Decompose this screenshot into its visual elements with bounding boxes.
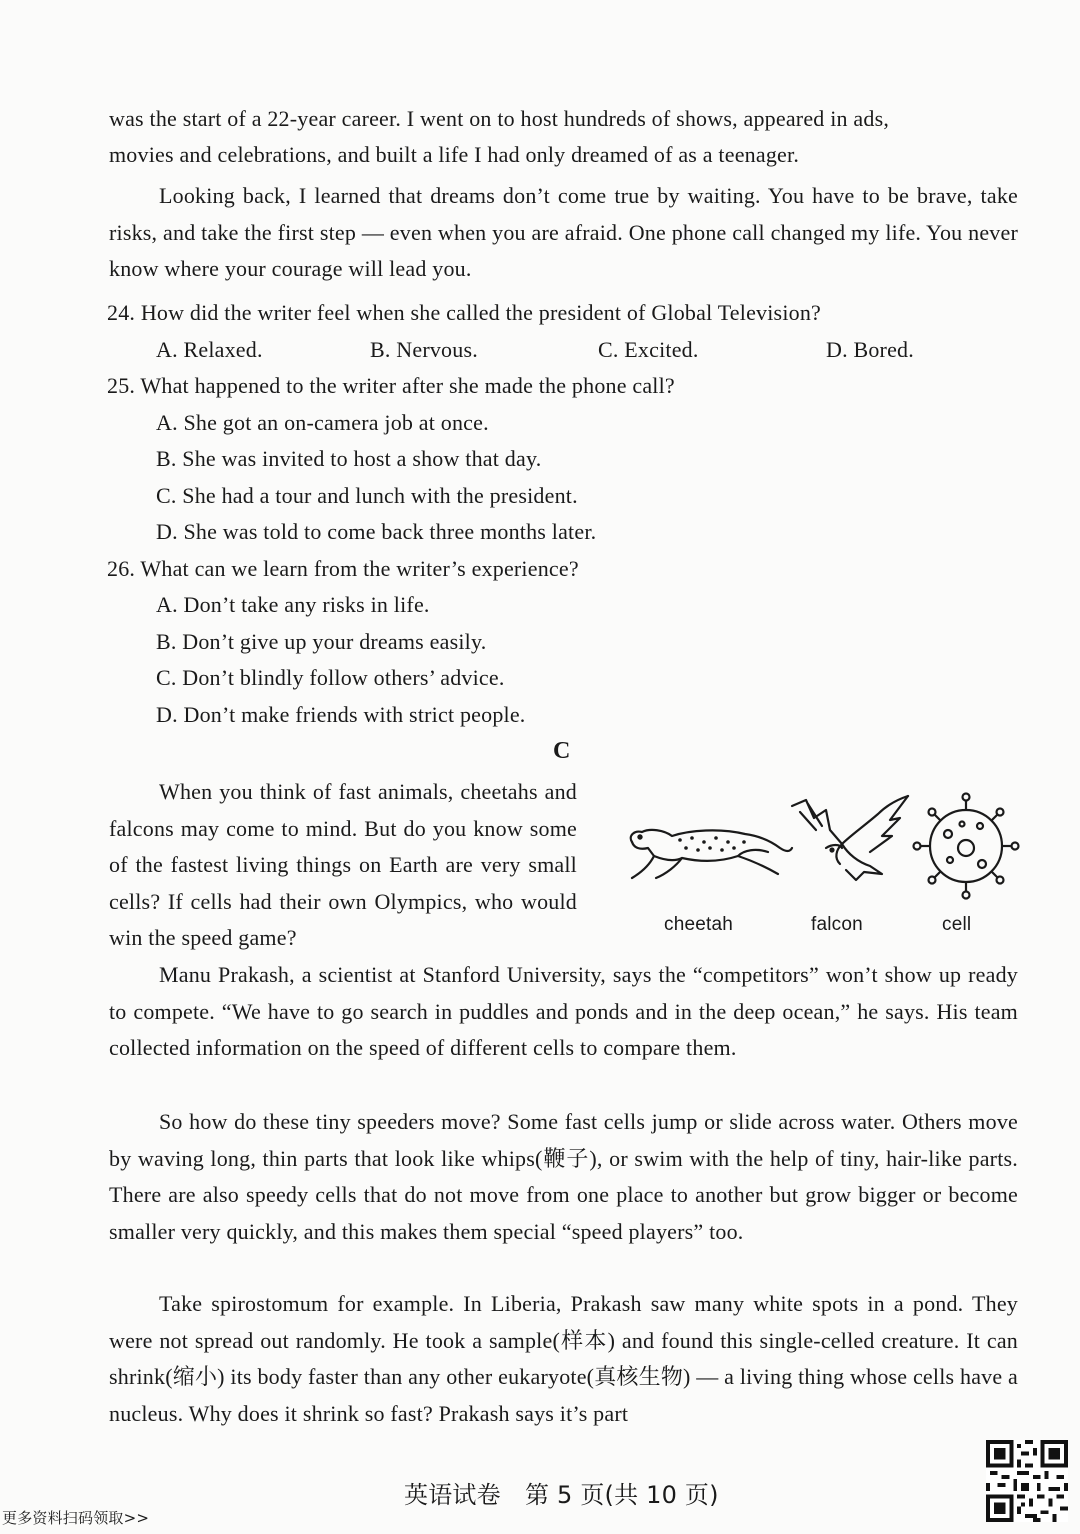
passage-c-p4-text: Take spirostomum for example. In Liberia, Prakash saw many white spots in a pond. They were not spread out randomly. He took a sample(样本) and found this single-celled creature. It can shrink(缩小) its body faster than any other eukaryote(真核生物) — a living thing whose cells have a nucleus. Why does it shrink so fast? Prakash says it’s part [109, 1291, 1018, 1426]
figure-label-cell: cell [942, 914, 972, 935]
passage-c-p3-text: So how do these tiny speeders move? Some fast cells jump or slide across water. Others move by waving long, thin parts that look like whips(鞭子), or swim with the help of tiny, hair-like parts. There are also speedy cells that do not move from one place to another but grow bigger or become smaller very quickly, and this makes them special “speed players” too. [109, 1109, 1018, 1244]
question-number: 24. [107, 300, 136, 325]
question-25 [107, 373, 675, 399]
passage-c-paragraph-4 [109, 1286, 1018, 1432]
question-stem: How did the writer feel when she called the president of Global Television? [140, 300, 821, 325]
qr-code-icon[interactable] [986, 1440, 1068, 1522]
cheetah-icon [631, 830, 792, 878]
passage-c-paragraph-2 [109, 957, 1018, 1067]
q25-option-d[interactable]: D. She was told to come back three months later. [156, 519, 597, 544]
passage-b-line-2: movies and celebrations, and built a life I had only dreamed of as a teenager. [109, 142, 800, 167]
promo-text[interactable]: 更多资料扫码领取>> [2, 1509, 150, 1527]
passage-b-p2-text: Looking back, I learned that dreams don’t come true by waiting. You have to be brave, take risks, and take the first step — even when you are afraid. One phone call changed my life. You never know where your courage will lead you. [109, 183, 1018, 282]
figure-drawings [620, 790, 1020, 900]
q25-option-b[interactable]: B. She was invited to host a show that day. [156, 446, 542, 471]
q24-option-c[interactable]: C. Excited. [598, 337, 699, 362]
passage-b-paragraph-2 [109, 178, 1018, 288]
q25-option-a[interactable]: A. She got an on-camera job at once. [156, 410, 489, 435]
animal-figure [620, 790, 1020, 950]
figure-label-falcon: falcon [811, 914, 863, 935]
question-26 [107, 556, 579, 582]
passage-b-line-1: was the start of a 22-year career. I went on to host hundreds of shows, appeared in ads, [109, 106, 890, 131]
question-number: 25. [107, 373, 136, 398]
q24-option-b[interactable]: B. Nervous. [370, 337, 478, 362]
q26-option-c[interactable]: C. Don’t blindly follow others’ advice. [156, 665, 505, 690]
passage-c-intro-text: When you think of fast animals, cheetahs and falcons may come to mind. But do you know some of the fastest living things on Earth are very small cells? If cells had their own Olympics, who would win the speed game? [109, 779, 577, 951]
question-stem: What happened to the writer after she made the phone call? [140, 373, 675, 398]
q26-option-a[interactable]: A. Don’t take any risks in life. [156, 592, 430, 617]
passage-c-p2-text: Manu Prakash, a scientist at Stanford University, says the “competitors” won’t show up ready to compete. “We have to go search in puddles and ponds and in the deep ocean,” he says. His team collected information on the speed of different cells to compare them. [109, 962, 1018, 1061]
passage-c-paragraph-3 [109, 1104, 1018, 1250]
q24-option-d[interactable]: D. Bored. [826, 337, 914, 362]
passage-c-intro [109, 774, 577, 957]
q25-option-c[interactable]: C. She had a tour and lunch with the president. [156, 483, 578, 508]
cell-icon [914, 794, 1019, 899]
question-24 [107, 300, 821, 326]
question-number: 26. [107, 556, 136, 581]
q24-option-a[interactable]: A. Relaxed. [156, 337, 263, 362]
q26-option-d[interactable]: D. Don’t make friends with strict people. [156, 702, 526, 727]
falcon-icon [792, 796, 908, 880]
page-footer: 英语试卷 第 5 页(共 10 页) [404, 1481, 719, 1509]
q26-option-b[interactable]: B. Don’t give up your dreams easily. [156, 629, 487, 654]
passage-c-heading: C [553, 738, 571, 764]
figure-label-cheetah: cheetah [664, 914, 734, 935]
question-stem: What can we learn from the writer’s experience? [140, 556, 579, 581]
